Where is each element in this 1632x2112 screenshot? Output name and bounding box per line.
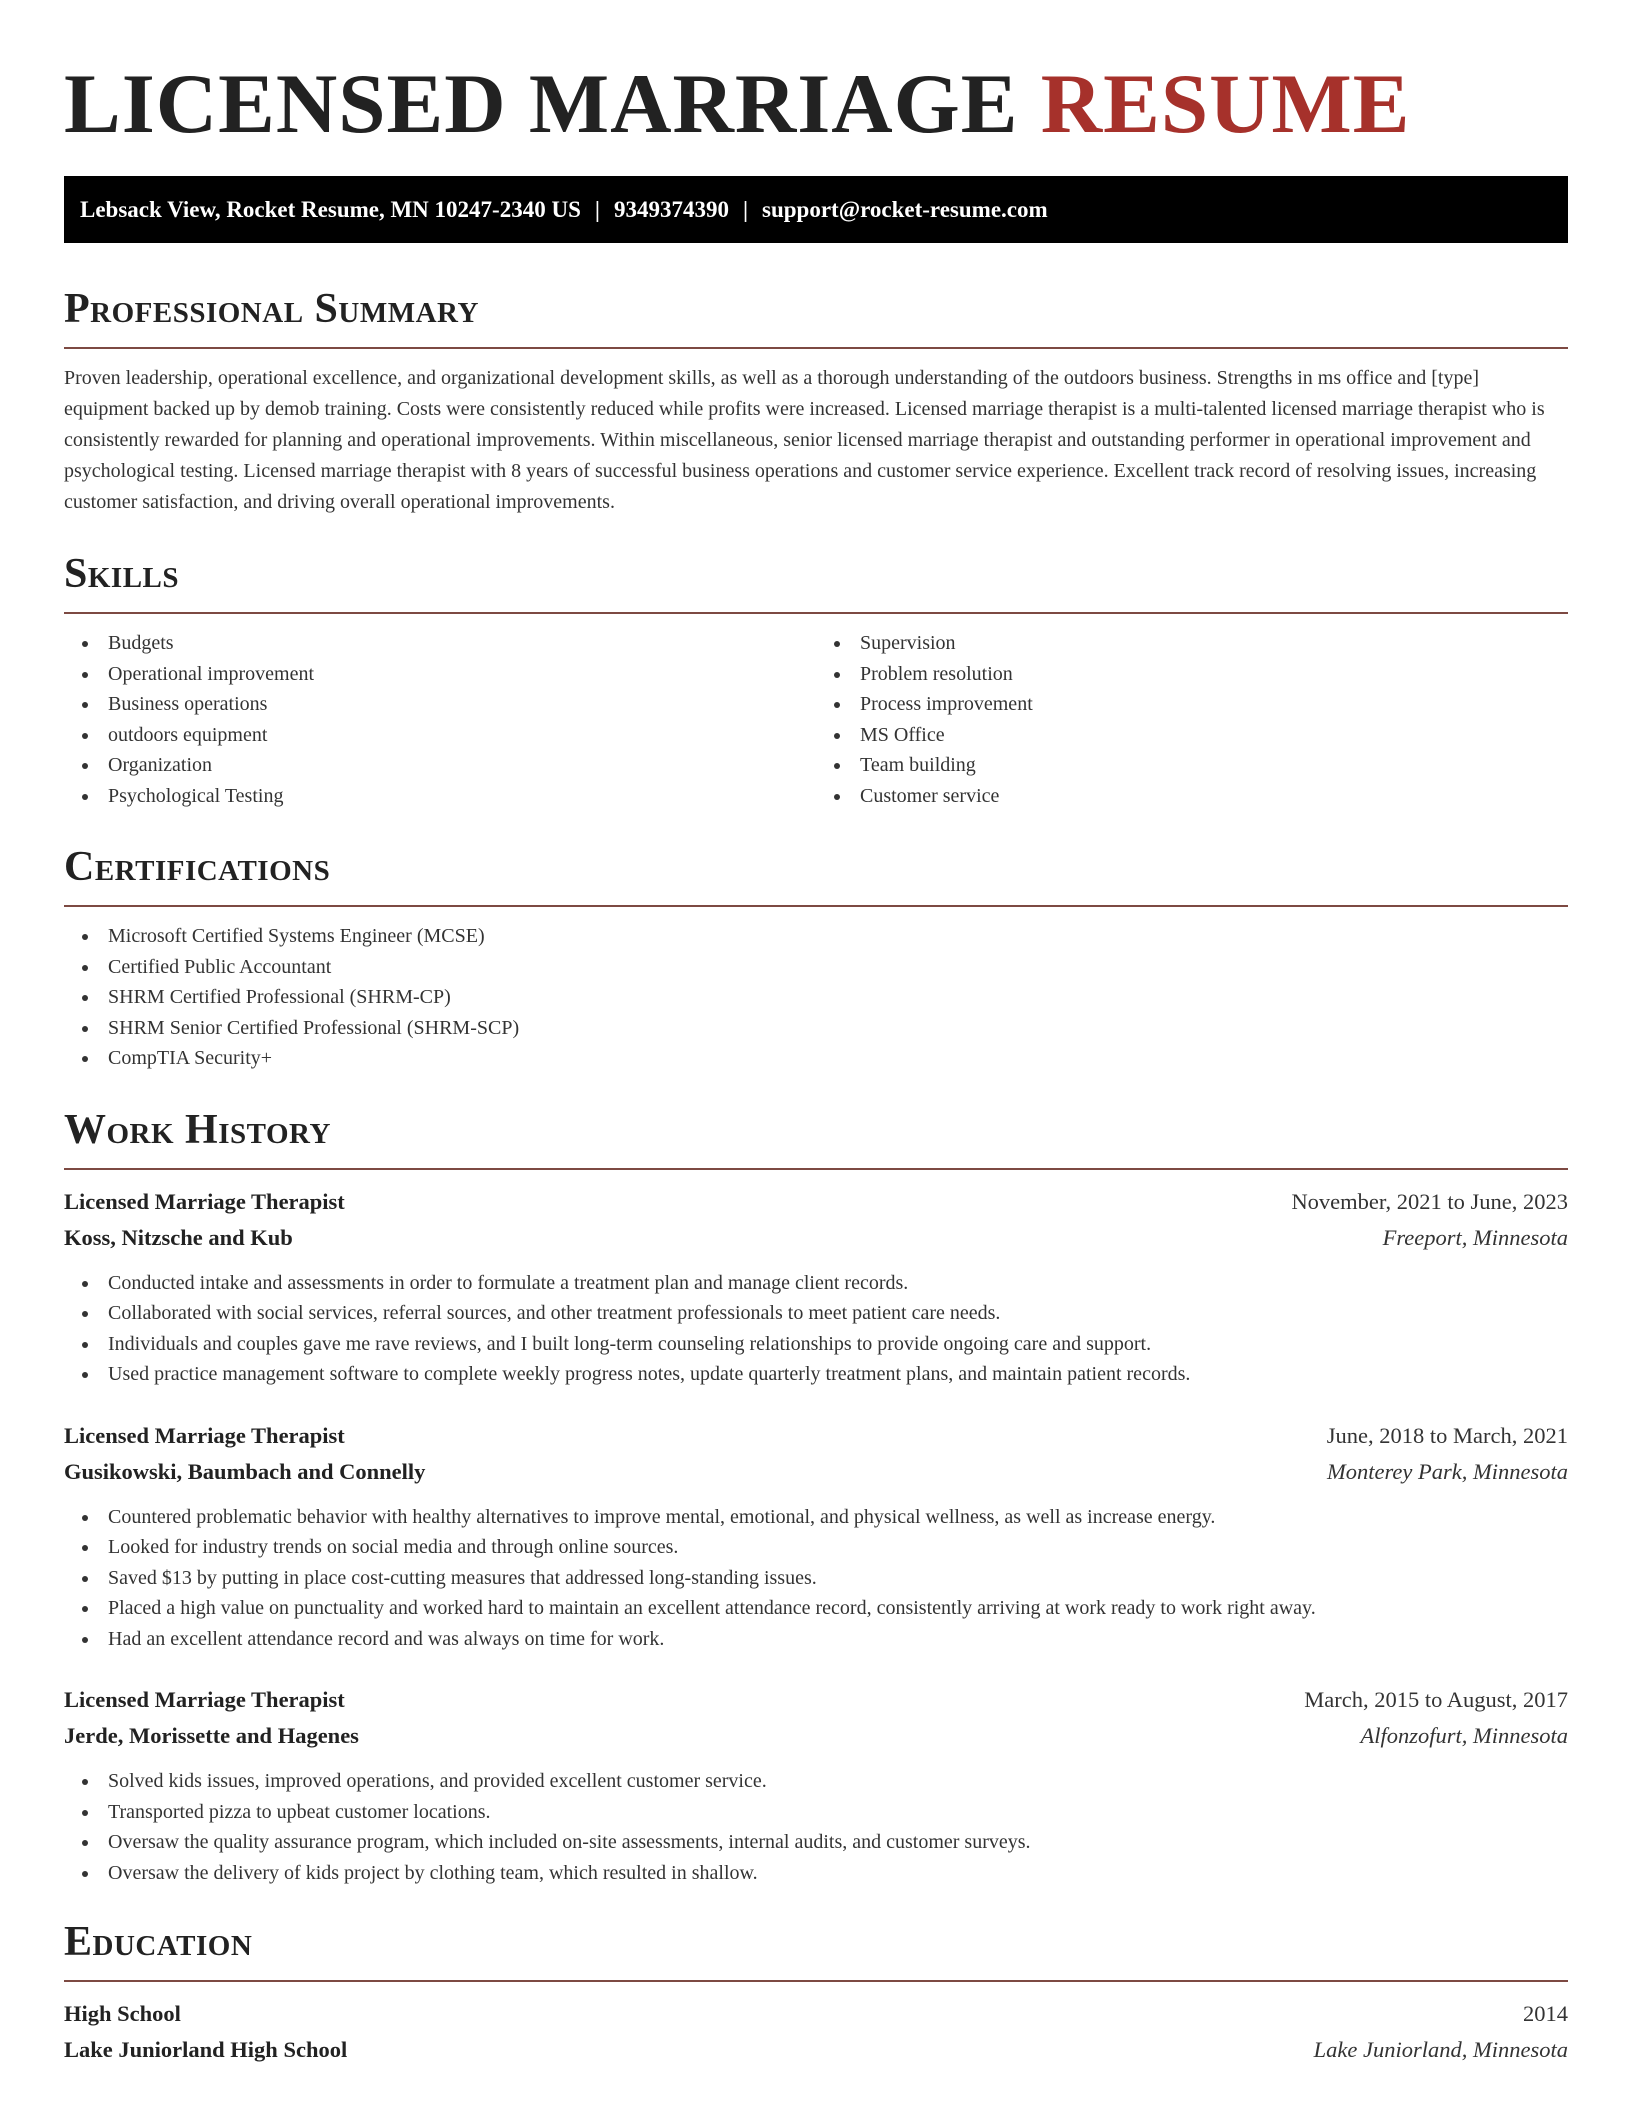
job-dates: November, 2021 to June, 2023 — [1291, 1188, 1568, 1214]
certifications-section — [64, 841, 1568, 1074]
skills-list-right — [816, 628, 1568, 811]
job-bullet: Solved kids issues, improved operations, and provided excellent customer service. — [64, 1766, 1568, 1797]
section-divider — [64, 612, 1568, 614]
job-bullet: Looked for industry trends on social media and through online sources. — [64, 1532, 1568, 1563]
job-entry — [64, 1184, 1568, 1390]
job-company-row — [64, 1220, 1568, 1256]
skill-item: Problem resolution — [816, 659, 1568, 690]
work-history-section — [64, 1104, 1568, 1889]
work-history-heading: Work History — [64, 1106, 331, 1153]
education-header-row — [64, 1996, 1568, 2032]
job-bullet: Conducted intake and assessments in order to formulate a treatment plan and manage client records. — [64, 1268, 1568, 1299]
summary-text: Proven leadership, operational excellence, and organizational development skills, as well as a thorough understanding of the outdoors business. Strengths in ms office and [type] equipment backed up by demob training. Costs were consistently reduced while profits were increased. Licensed marriage therapist is a multi-talented licensed marriage therapist who is consistently rewarded for planning and operational improvements. Within miscellaneous, senior licensed marriage therapist and outstanding performer in operational improvement and psychological testing. Licensed marriage therapist with 8 years of successful business operations and customer service experience. Excellent track record of resolving issues, increasing customer satisfaction, and driving overall operational improvements. — [64, 367, 1545, 513]
job-location: Monterey Park, Minnesota — [1327, 1458, 1568, 1484]
education-section — [64, 1916, 1568, 2068]
skills-section — [64, 548, 1568, 811]
education-year: 2014 — [1523, 2001, 1568, 2026]
job-title: Licensed Marriage Therapist — [64, 1422, 345, 1448]
certification-item: Microsoft Certified Systems Engineer (MCSE) — [64, 921, 1568, 952]
job-entry — [64, 1682, 1568, 1888]
job-header-row — [64, 1682, 1568, 1718]
education-entry — [64, 1996, 1568, 2068]
skill-item: Process improvement — [816, 689, 1568, 720]
certification-item: Certified Public Accountant — [64, 952, 1568, 983]
summary-heading: Professional Summary — [64, 286, 479, 332]
skill-item: MS Office — [816, 720, 1568, 751]
skill-item: Budgets — [64, 628, 816, 659]
skills-list-left — [64, 628, 816, 811]
job-company-row — [64, 1718, 1568, 1754]
contact-bar — [64, 176, 1568, 243]
contact-email: support@rocket-resume.com — [762, 197, 1048, 222]
education-heading: Education — [64, 1919, 253, 1965]
section-divider — [64, 1168, 1568, 1170]
section-divider — [64, 347, 1568, 349]
section-divider — [64, 1980, 1568, 1982]
skill-item: Organization — [64, 750, 816, 781]
job-bullet: Used practice management software to complete weekly progress notes, update quarterly treatment plans, and maintain patient records. — [64, 1359, 1568, 1390]
job-title: Licensed Marriage Therapist — [64, 1188, 345, 1214]
skill-item: Team building — [816, 750, 1568, 781]
certifications-heading: Certifications — [64, 844, 331, 890]
job-bullet: Oversaw the quality assurance program, which included on-site assessments, internal audits, and customer surveys. — [64, 1827, 1568, 1858]
summary-section — [64, 283, 1568, 518]
job-location: Alfonzofurt, Minnesota — [1360, 1723, 1568, 1748]
job-bullet: Had an excellent attendance record and was always on time for work. — [64, 1624, 1568, 1655]
job-dates: March, 2015 to August, 2017 — [1304, 1687, 1568, 1712]
skill-item: Psychological Testing — [64, 781, 816, 812]
name-accent: RESUME — [1040, 57, 1411, 151]
job-bullet-list — [64, 1268, 1568, 1390]
job-dates: June, 2018 to March, 2021 — [1326, 1422, 1568, 1448]
job-title: Licensed Marriage Therapist — [64, 1687, 345, 1712]
contact-phone: 9349374390 — [613, 197, 729, 222]
certifications-list — [64, 921, 1568, 1074]
education-location: Lake Juniorland, Minnesota — [1313, 2037, 1568, 2062]
job-bullet: Countered problematic behavior with healthy alternatives to improve mental, emotional, and physical wellness, as well as increase energy. — [64, 1502, 1568, 1533]
job-bullet: Placed a high value on punctuality and worked hard to maintain an excellent attendance record, consistently arriving at work ready to work right away. — [64, 1593, 1568, 1624]
education-degree: High School — [64, 2001, 181, 2026]
education-school: Lake Juniorland High School — [64, 2037, 348, 2062]
resume-name — [64, 0, 1568, 152]
job-company: Gusikowski, Baumbach and Connelly — [64, 1458, 426, 1484]
skills-grid — [64, 628, 1568, 811]
contact-separator: | — [594, 197, 600, 222]
certification-item: SHRM Certified Professional (SHRM-CP) — [64, 982, 1568, 1013]
certification-item: CompTIA Security+ — [64, 1043, 1568, 1074]
certification-item: SHRM Senior Certified Professional (SHRM-SCP) — [64, 1013, 1568, 1044]
job-company: Koss, Nitzsche and Kub — [64, 1224, 293, 1250]
job-bullet: Saved $13 by putting in place cost-cutting measures that addressed long-standing issues. — [64, 1563, 1568, 1594]
name-main: LICENSED MARRIAGE — [64, 57, 1019, 151]
job-bullet: Transported pizza to upbeat customer locations. — [64, 1797, 1568, 1828]
job-bullet-list — [64, 1766, 1568, 1888]
skill-item: Business operations — [64, 689, 816, 720]
job-bullet: Collaborated with social services, referral sources, and other treatment professionals to meet patient care needs. — [64, 1298, 1568, 1329]
skill-item: Supervision — [816, 628, 1568, 659]
skill-item: Customer service — [816, 781, 1568, 812]
job-bullet: Oversaw the delivery of kids project by clothing team, which resulted in shallow. — [64, 1858, 1568, 1889]
job-location: Freeport, Minnesota — [1382, 1224, 1568, 1250]
skill-item: Operational improvement — [64, 659, 816, 690]
skills-heading: Skills — [64, 551, 180, 597]
job-company: Jerde, Morissette and Hagenes — [64, 1723, 359, 1748]
section-divider — [64, 905, 1568, 907]
education-school-row — [64, 2032, 1568, 2068]
contact-separator: | — [742, 197, 749, 222]
job-bullet-list — [64, 1502, 1568, 1655]
skill-item: outdoors equipment — [64, 720, 816, 751]
job-bullet: Individuals and couples gave me rave reviews, and I built long-term counseling relationships to provide ongoing care and support. — [64, 1329, 1568, 1360]
job-entry — [64, 1418, 1568, 1655]
job-header-row — [64, 1418, 1568, 1454]
job-header-row — [64, 1184, 1568, 1220]
job-company-row — [64, 1454, 1568, 1490]
contact-address: Lebsack View, Rocket Resume, MN 10247-2340 US — [80, 197, 581, 222]
